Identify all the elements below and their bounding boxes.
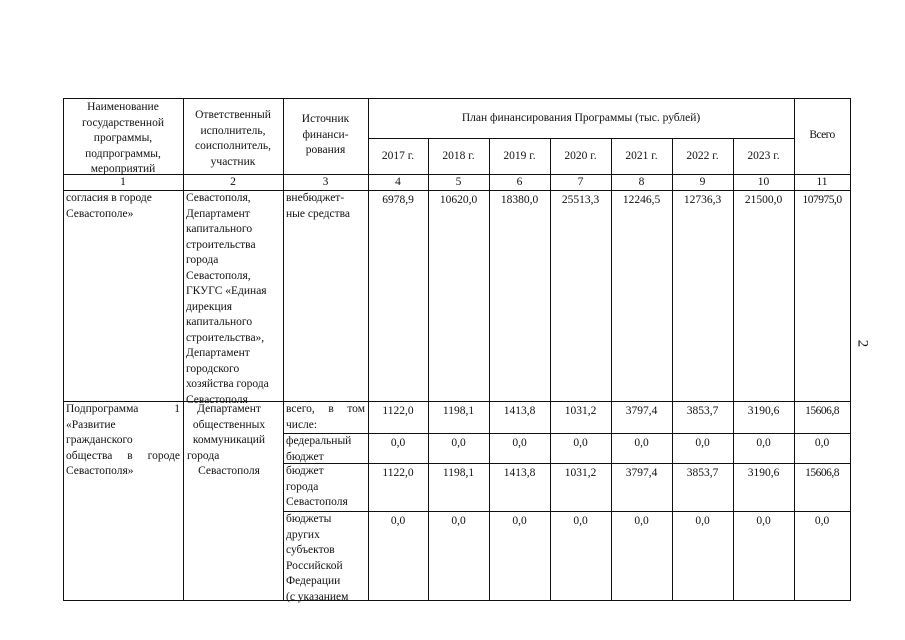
column-number: 2 <box>230 176 236 188</box>
row2-sub1-value: 3797,4 <box>625 405 658 417</box>
row1-executor-line: строительства <box>186 238 256 251</box>
row2-sub4-value: 0,0 <box>390 515 406 527</box>
row1-cell-value <box>672 190 733 401</box>
header-year-label: 2020 г. <box>564 150 597 162</box>
row2-sub1-source-line <box>286 402 365 418</box>
row2-sub3-source-text <box>286 464 366 511</box>
row2-sub1-source-fragment: в <box>328 403 334 415</box>
row1-executor-line: строительства», <box>186 331 265 344</box>
row2-sub4-value: 0,0 <box>634 515 649 527</box>
header-executor-line: участник <box>210 155 256 168</box>
row2-sub1-value: 1031,2 <box>564 405 597 417</box>
row2-sub1-value: 1122,0 <box>382 405 414 417</box>
row2-executor-line: Севастополя <box>198 465 260 477</box>
row2-sub4-total: 0,0 <box>814 515 830 527</box>
row2-name-fragment: 1 <box>174 403 180 415</box>
header-name-line: подпрограммы, <box>85 147 161 160</box>
row2-sub4-source-line: (с указанием <box>286 590 349 603</box>
header-name-line: государственной <box>82 116 164 129</box>
row2-sub1-source-fragment: всего, <box>286 403 315 415</box>
row2-sub3-value: 1198,1 <box>442 467 475 479</box>
row1-value: 12736,3 <box>683 194 722 206</box>
row2-sub1-source-fragment: том <box>347 403 365 415</box>
header-source-text <box>283 112 368 159</box>
row1-source-line: внебюджет- <box>286 192 345 204</box>
row2-sub2-value: 0,0 <box>695 437 710 449</box>
row2-sub3-value: 1122,0 <box>382 467 414 479</box>
row2-sub3-value: 3853,7 <box>686 467 719 479</box>
row1-executor-line: Севастополя, <box>186 269 251 282</box>
header-name-line: Наименование <box>87 101 159 113</box>
row1-name-line: Севастополе» <box>66 207 134 220</box>
row1-value: 25513,3 <box>561 194 600 206</box>
row2-sub2-source-line: бюджет <box>286 450 324 463</box>
row2-sub1-value: 3190,6 <box>747 405 780 417</box>
header-source-line: Источник <box>301 113 350 125</box>
row2-executor-line: коммуникаций <box>192 434 266 446</box>
row2-sub2-value: 0,0 <box>390 437 406 449</box>
row2-sub2-value: 0,0 <box>756 437 771 449</box>
row2-name-line <box>66 449 180 465</box>
row2-name-line: гражданского <box>66 434 133 446</box>
row1-cell-value <box>489 190 550 401</box>
header-executor-line: соисполнитель, <box>195 140 271 152</box>
header-year-label: 2023 г. <box>747 150 780 162</box>
row2-sub2-value: 0,0 <box>451 437 466 449</box>
row1-value: 6978,9 <box>382 194 414 206</box>
row2-sub4-value: 0,0 <box>451 515 466 527</box>
row1-cell-value <box>550 190 611 401</box>
row2-sub3-source-line: бюджет <box>286 465 324 477</box>
row2-name-fragment: общества <box>66 449 113 462</box>
row2-sub1-total: 15606,8 <box>805 405 839 417</box>
row2-sub3-total: 15606,8 <box>805 467 839 479</box>
row2-executor-text <box>183 402 275 480</box>
header-plan-title: План финансирования Программы (тыс. рублей) <box>461 112 701 124</box>
row2-sub4-source-line: других <box>286 528 320 541</box>
row2-sub1-value: 3853,7 <box>686 405 719 417</box>
column-number: 11 <box>816 176 828 188</box>
row2-sub4-value: 0,0 <box>512 515 527 527</box>
row1-cell-value <box>794 190 850 401</box>
row2-sub2-value: 0,0 <box>634 437 649 449</box>
row1-executor-line: Департамент <box>186 347 250 359</box>
row2-sub1-source-text <box>286 402 365 433</box>
row2-sub4-source-line: Российской <box>286 559 343 572</box>
row1-value: 21500,0 <box>744 194 783 206</box>
row2-name-line: «Развитие <box>66 418 116 431</box>
header-year-label: 2019 г. <box>503 150 536 162</box>
row1-executor-line: Севастополя <box>186 393 248 406</box>
row1-cell-value <box>733 190 794 401</box>
row2-executor-line: Департамент <box>197 403 261 415</box>
row2-name-line: Севастополя» <box>66 465 134 477</box>
row1-value: 12246,5 <box>622 194 661 206</box>
row2-sub2-total: 0,0 <box>814 437 830 449</box>
row2-sub4-source-text <box>286 512 366 605</box>
row2-sub4-value: 0,0 <box>695 515 710 527</box>
page-number: 2 <box>854 339 871 348</box>
header-total: Всего <box>809 129 835 141</box>
table-bottom-border <box>63 600 851 601</box>
row1-cell-value <box>611 190 672 401</box>
row2-sub2-value: 0,0 <box>573 437 588 449</box>
row2-name-text <box>66 402 180 480</box>
row2-sub4-value: 0,0 <box>573 515 588 527</box>
header-name-text <box>63 100 183 178</box>
column-number: 10 <box>757 176 770 188</box>
header-name-line: программы, <box>93 132 153 144</box>
column-number: 7 <box>577 176 584 188</box>
header-year-label: 2018 г. <box>442 150 475 162</box>
row1-cell-value <box>368 190 428 401</box>
column-number: 4 <box>395 176 401 188</box>
row1-name-line <box>66 191 180 207</box>
row2-name-line <box>66 402 180 418</box>
header-name-line: мероприятий <box>90 163 156 175</box>
row1-executor-line: городского <box>186 362 240 375</box>
row2-sub3-value: 3190,6 <box>747 467 780 479</box>
row2-sub3-source-line: Севастополя <box>286 496 348 508</box>
row1-source-text <box>286 191 366 222</box>
row1-cell-value <box>428 190 489 401</box>
column-number: 8 <box>638 176 645 188</box>
header-year-label: 2022 г. <box>686 150 719 162</box>
row1-executor-line: капитального <box>186 316 253 328</box>
column-number: 1 <box>120 176 126 188</box>
column-number: 6 <box>516 176 523 188</box>
row2-sub2-value: 0,0 <box>512 437 527 449</box>
row1-executor-line: Департамент <box>186 207 250 220</box>
header-executor-text <box>183 108 283 170</box>
row2-sub4-source-line: Федерации <box>286 575 341 587</box>
row2-sub1-value: 1413,8 <box>503 405 536 417</box>
row2-name-fragment: в <box>127 449 133 462</box>
row1-executor-line: Севастополя, <box>186 192 251 204</box>
row2-sub2-source-text <box>286 434 366 465</box>
row2-sub1-value: 1198,1 <box>442 405 475 417</box>
row2-sub3-source-line: города <box>286 480 319 493</box>
row1-executor-line: города <box>186 254 219 266</box>
row2-executor-line: общественных <box>192 418 266 431</box>
row1-executor-text <box>186 191 282 408</box>
row1-executor-line: хозяйства города <box>186 378 269 390</box>
row1-executor-line: ГКУГС «Единая <box>186 285 267 297</box>
row1-value: 10620,0 <box>439 194 478 206</box>
row1-executor-line: дирекция <box>186 300 233 313</box>
header-year-label: 2021 г. <box>625 150 658 162</box>
header-source-line: финанси- <box>302 128 349 141</box>
row1-name-text <box>66 191 180 222</box>
row2-sub4-value: 0,0 <box>756 515 771 527</box>
header-source-line: рования <box>305 144 346 156</box>
row1-total: 107975,0 <box>802 194 842 206</box>
column-number: 5 <box>455 176 462 188</box>
row2-sub1-source-line: числе: <box>286 418 318 431</box>
row1-executor-line: капитального <box>186 223 253 235</box>
table-right-border <box>850 98 851 600</box>
row2-name-fragment: Подпрограмма <box>66 403 139 415</box>
row2-sub4-source-line: бюджеты <box>286 513 332 525</box>
column-number: 9 <box>699 176 706 188</box>
header-year-label: 2017 г. <box>381 150 415 162</box>
row2-sub4-source-line: субъектов <box>286 544 335 556</box>
row2-executor-line: города <box>187 449 220 462</box>
header-executor-line: исполнитель, <box>200 124 266 137</box>
row2-name-fragment: городе <box>147 449 180 462</box>
row2-sub3-value: 3797,4 <box>625 467 658 479</box>
row1-value: 18380,0 <box>500 194 539 206</box>
row2-sub3-value: 1031,2 <box>564 467 597 479</box>
row1-source-line: ные средства <box>286 207 351 220</box>
row2-sub3-value: 1413,8 <box>503 467 536 479</box>
row1-name-fragment: согласия в городе <box>66 192 152 204</box>
column-number: 3 <box>322 176 329 188</box>
row2-sub2-source-line: федеральный <box>286 435 352 447</box>
header-executor-line: Ответственный <box>195 109 271 121</box>
